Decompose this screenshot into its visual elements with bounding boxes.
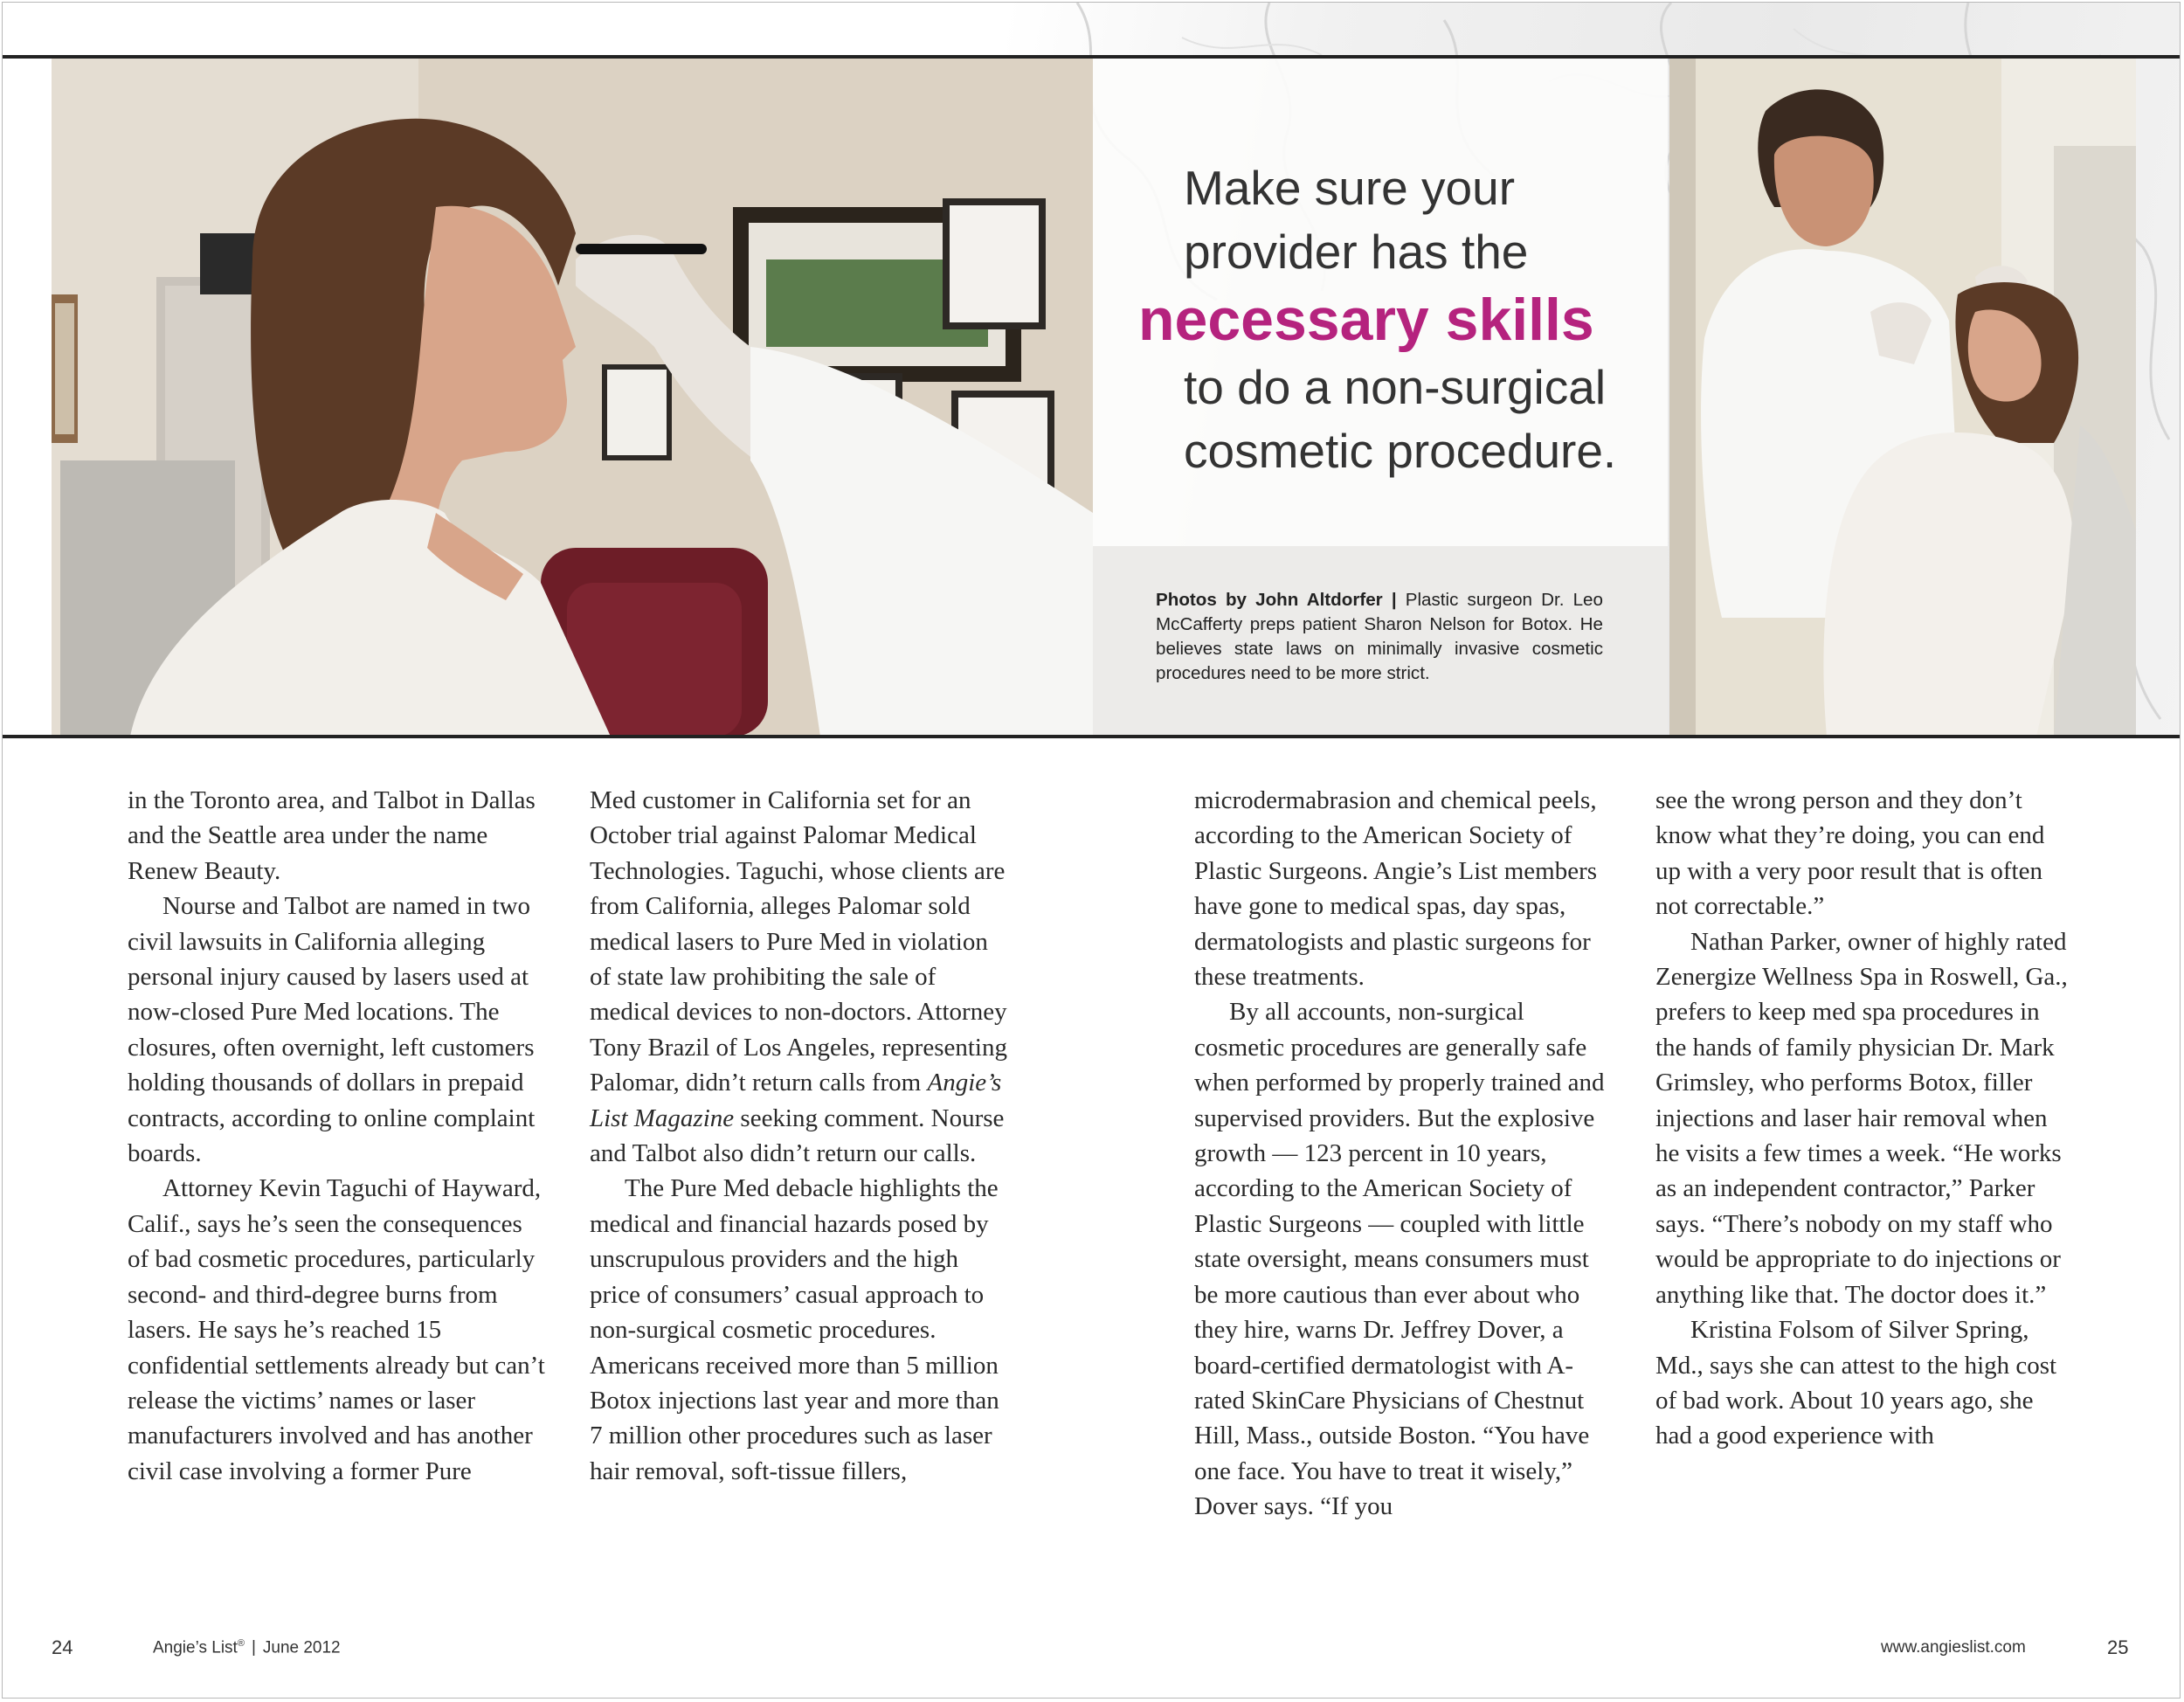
footer-website[interactable]: www.angieslist.com	[1881, 1638, 2026, 1657]
paragraph	[590, 783, 1009, 1171]
headline-line-2: provider has the	[1184, 225, 1529, 279]
paragraph-text: seeking comment. Nourse and Talbot also didn’t return our calls.	[590, 1104, 1005, 1168]
paragraph-text: Med customer in California set for an October trial against Palomar Medical Technologies. Taguchi, whose clients are from California, alleges Palomar sold medical lasers to Pure Med in violation of state law prohibiting the sale of medical devices to non-doctors. Attorney Tony Brazil of Los Angeles, representing Palomar, didn’t return calls from	[590, 786, 1007, 1097]
paragraph: microdermabrasion and chemical peels, according to the American Society of Plastic Surgeons. Angie’s List members have gone to medical spas, day spas, dermatologists and plastic surgeons for these treatments.	[1194, 786, 1598, 992]
headline-line-4: to do a non-surgical	[1184, 360, 1607, 414]
caption-separator: |	[1391, 590, 1397, 610]
body-column-1	[128, 783, 547, 1489]
footer-separator: |	[251, 1638, 256, 1657]
headline-highlight: necessary skills	[1138, 287, 1594, 353]
middle-rule	[3, 735, 2181, 738]
paragraph: Kristina Folsom of Silver Spring, Md., says she can attest to the high cost of bad work. About 10 years ago, she had a good experience with	[1655, 1316, 2057, 1450]
body-column-3	[1194, 783, 1614, 1525]
pull-quote-headline	[1138, 156, 1662, 483]
photo-caption	[1156, 588, 1603, 686]
caption-text: Plastic surgeon Dr. Leo McCafferty preps patient Sharon Nelson for Botox. He believes state laws on minimally invasive cosmetic procedures need to be more strict.	[1156, 590, 1603, 683]
paragraph: By all accounts, non-surgical cosmetic procedures are generally safe when performed by properly trained and supervised providers. But the explosive growth — 123 percent in 10 years, according to the American Society of Plastic Surgeons — coupled with little state oversight, means consumers must be more cautious than ever about who they hire, warns Dr. Jeffrey Dover, a board-certified dermatologist with A-rated SkinCare Physicians of Chestnut Hill, Mass., outside Boston. “You have one face. You have to treat it wisely,” Dover says. “If you	[1194, 998, 1605, 1521]
magazine-title: Angie’s List Magazine	[590, 1069, 1002, 1132]
paragraph: Nathan Parker, owner of highly rated Zenergize Wellness Spa in Roswell, Ga., prefers to keep med spa procedures in the hands of family physician Dr. Mark Grimsley, who performs Botox, filler injections and laser hair removal when he visits a few times a week. “He works as an independent contractor,” Parker says. “There’s nobody on my staff who would be appropriate to do injections or anything like that. The doctor does it.”	[1655, 927, 2068, 1309]
photo-surgeon-patient	[1669, 59, 2136, 737]
paragraph: Attorney Kevin Taguchi of Hayward, Calif., says he’s seen the consequences of bad cosmetic procedures, particularly second- and third-degree burns from lasers. He says he’s reached 15 confidential settlements already but can’t release the victims’ names or laser manufacturers involved and has another civil case involving a former Pure	[128, 1174, 545, 1485]
page-number-right: 25	[2107, 1636, 2129, 1658]
paragraph: Nourse and Talbot are named in two civil lawsuits in California alleging personal injury caused by lasers used at now-closed Pure Med locations. The closures, often overnight, left customers holding thousands of dollars in prepaid contracts, according to online complaint boards.	[128, 892, 536, 1168]
issue-date: June 2012	[262, 1638, 341, 1657]
registered-mark: ®	[237, 1638, 245, 1649]
body-column-4	[1655, 783, 2075, 1454]
footer-publication	[153, 1638, 341, 1657]
photo-credit: Photos by John Altdorfer	[1156, 590, 1383, 610]
body-column-2	[590, 783, 1009, 1489]
paragraph: in the Toronto area, and Talbot in Dallas and the Seattle area under the name Renew Beauty.	[128, 786, 536, 885]
paragraph: The Pure Med debacle highlights the medical and financial hazards posed by unscrupulous providers and the high price of consumers’ casual approach to non-surgical cosmetic procedures. Americans received more than 5 million Botox injections last year and more than 7 million other procedures such as laser hair removal, soft-tissue fillers,	[590, 1174, 999, 1485]
page-number-left: 24	[52, 1636, 73, 1658]
paragraph: see the wrong person and they don’t know what they’re doing, you can end up with a very poor result that is often not correctable.”	[1655, 786, 2045, 921]
magazine-spread	[2, 2, 2181, 1699]
photo-patient-profile	[52, 59, 1093, 737]
headline-line-5: cosmetic procedure.	[1184, 424, 1617, 478]
headline-line-1: Make sure your	[1184, 161, 1516, 215]
publication-name: Angie’s List	[153, 1638, 238, 1657]
